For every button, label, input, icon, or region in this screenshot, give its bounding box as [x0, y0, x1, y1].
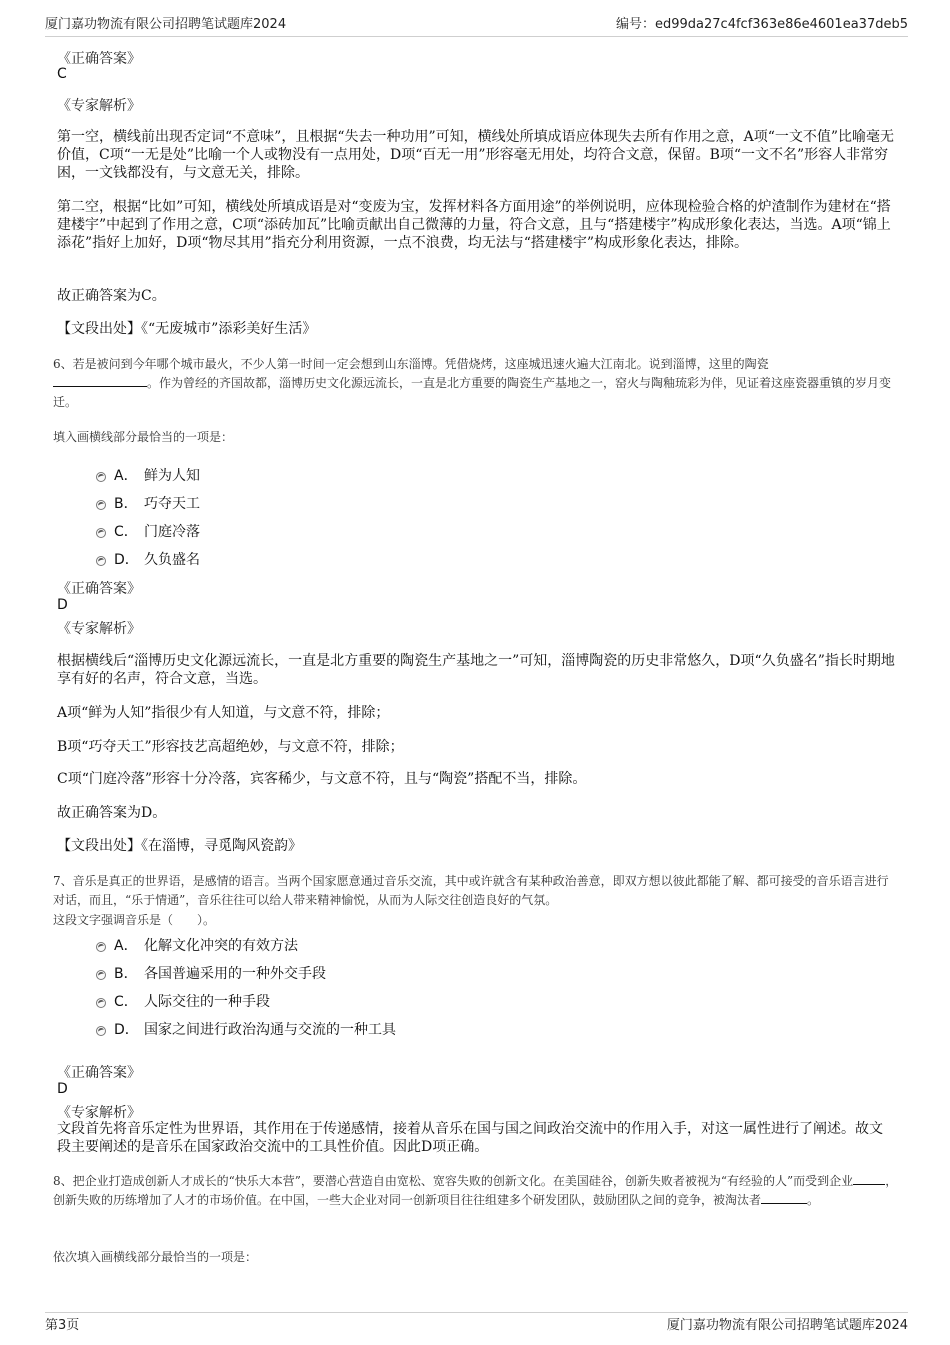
q6-option-d[interactable]: [96, 549, 200, 569]
radio-icon[interactable]: [96, 556, 106, 566]
q5-analysis-p2: 第二空，根据“比如”可知，横线处所填成语是对“变废为宝，发挥材料各方面用途”的举例说明，应体现检验合格的炉渣制作为建材在“搭建楼宇”中起到了作用之意，C项“添砖加瓦”比喻贡献出自己微薄的力量，符合文意，且与“搭建楼宇”构成形象化表达，当选。A项“锦上添花”指好上加好，D项“物尽其用”指充分利用资源，一点不浪费，均无法与“搭建楼宇”构成形象化表达，排除。: [57, 199, 891, 251]
radio-icon[interactable]: [96, 1026, 106, 1036]
q6-stem-a: 6、若是被问到今年哪个城市最火，不少人第一时间一定会想到山东淄博。凭借烧烤，这座城迅速火遍大江南北。说到淄博，这里的陶瓷: [53, 357, 769, 371]
option-text: 鲜为人知: [144, 468, 200, 484]
q7-option-c[interactable]: [96, 991, 270, 1011]
q7-analysis-p1: 文段首先将音乐定性为世界语，其作用在于传递感情，接着从音乐在国与国之间政治交流中的作用入手，对这一属性进行了阐述。故文段主要阐述的是音乐在国家政治交流中的工具性价值。因此D项正确。: [57, 1121, 883, 1155]
option-letter: D．: [114, 552, 139, 568]
option-text: 久负盛名: [144, 552, 200, 568]
q6-answer: D: [57, 597, 68, 613]
option-letter: A．: [114, 468, 138, 484]
q6-stem: [53, 355, 898, 412]
q6-analysis-p4: C项“门庭冷落”形容十分冷落，宾客稀少，与文意不符，且与“陶瓷”搭配不当，排除。: [57, 771, 587, 787]
option-text: 人际交往的一种手段: [144, 994, 270, 1010]
q5-analysis-label: 《专家解析》: [57, 98, 141, 114]
q6-option-c[interactable]: [96, 521, 200, 541]
q5-analysis-p3: 故正确答案为C。: [57, 288, 166, 304]
q7-option-d[interactable]: [96, 1019, 396, 1039]
q5-answer-label: 《正确答案》: [57, 51, 141, 67]
option-letter: D．: [114, 1022, 139, 1038]
q7-analysis-label: 《专家解析》: [57, 1105, 141, 1121]
footer-company: 厦门嘉功物流有限公司招聘笔试题库2024: [666, 1318, 908, 1333]
q6-prompt: 填入画横线部分最恰当的一项是：: [53, 430, 234, 444]
q6-answer-label: 《正确答案》: [57, 581, 141, 597]
q7-answer-label: 《正确答案》: [57, 1065, 141, 1081]
q7-option-b[interactable]: [96, 963, 326, 983]
q6-analysis-p2: A项“鲜为人知”指很少有人知道，与文意不符，排除；: [57, 705, 390, 721]
radio-icon[interactable]: [96, 500, 106, 510]
q6-analysis-p3: B项“巧夺天工”形容技艺高超绝妙，与文意不符，排除；: [57, 739, 404, 755]
option-letter: B．: [114, 966, 138, 982]
q6-blank: [53, 374, 147, 387]
q6-option-b[interactable]: [96, 493, 200, 513]
option-letter: C．: [114, 994, 138, 1010]
q8-stem-c: 。: [807, 1193, 820, 1207]
option-text: 各国普遍采用的一种外交手段: [144, 966, 326, 982]
option-letter: C．: [114, 524, 138, 540]
q7-stem: 7、音乐是真正的世界语，是感情的语言。当两个国家愿意通过音乐交流，其中或许就含有某种政治善意，即双方想以彼此都能了解、都可接受的音乐语言进行对话，而且，“乐于情通”，音乐往往可以给人带来精神愉悦，从而为人际交往创造良好的气氛。: [53, 874, 889, 907]
option-letter: A．: [114, 938, 138, 954]
q5-source: 【文段出处】《“无废城市”添彩美好生活》: [57, 321, 317, 337]
header-company: 厦门嘉功物流有限公司招聘笔试题库2024: [45, 17, 287, 32]
header-code: 编号：ed99da27c4fcf363e86e4601ea37deb5: [616, 17, 908, 32]
q7-option-a[interactable]: [96, 935, 298, 955]
footer-page-number: 第3页: [45, 1318, 80, 1333]
q6-source: 【文段出处】《在淄博，寻觅陶风瓷韵》: [57, 838, 302, 854]
q6-option-a[interactable]: [96, 465, 200, 485]
q8-blank-1: [853, 1172, 885, 1185]
radio-icon[interactable]: [96, 942, 106, 952]
option-text: 国家之间进行政治沟通与交流的一种工具: [144, 1022, 396, 1038]
radio-icon[interactable]: [96, 472, 106, 482]
page-footer: [45, 1314, 908, 1334]
q6-analysis-p1: 根据横线后“淄博历史文化源远流长，一直是北方重要的陶瓷生产基地之一”可知，淄博陶瓷的历史非常悠久，D项“久负盛名”指长时期地享有好的名声，符合文意，当选。: [57, 653, 895, 687]
q6-analysis-p5: 故正确答案为D。: [57, 805, 167, 821]
option-text: 门庭冷落: [144, 524, 200, 540]
radio-icon[interactable]: [96, 528, 106, 538]
q7-answer: D: [57, 1081, 68, 1097]
q6-analysis-label: 《专家解析》: [57, 621, 141, 637]
q8-stem-a: 8、把企业打造成创新人才成长的“快乐大本营”，要潜心营造自由宽松、宽容失败的创新文化。在美国硅谷，创新失败者被视为“有经验的人”而受到企业: [53, 1174, 854, 1188]
q8-blank-2: [761, 1191, 807, 1204]
q5-answer: C: [57, 66, 67, 82]
page-header: [45, 13, 908, 35]
q6-stem-b: 。作为曾经的齐国故都，淄博历史文化源远流长，一直是北方重要的陶瓷生产基地之一，窑火与陶釉琉彩为伴，见证着这座瓷器重镇的岁月变迁。: [53, 376, 892, 409]
radio-icon[interactable]: [96, 998, 106, 1008]
radio-icon[interactable]: [96, 970, 106, 980]
q8-stem-b: ，创新失败的历练增加了人才的市场价值。在中国，一些大企业对同一创新项目往往组建多个研发团队，鼓励团队之间的竞争，被淘汰者: [53, 1174, 898, 1207]
q7-prompt: 这段文字强调音乐是（ ）。: [53, 913, 216, 927]
header-divider: [45, 36, 908, 37]
footer-divider: [45, 1312, 908, 1313]
q5-analysis-p1: 第一空，横线前出现否定词“不意味”，且根据“失去一种功用”可知，横线处所填成语应体现失去所有作用之意，A项“一文不值”比喻毫无价值，C项“一无是处”比喻一个人或物没有一点用处，D项“百无一用”形容毫无用处，均符合文意，保留。B项“一文不名”形容人非常穷困，一文钱都没有，与文意无关，排除。: [57, 129, 895, 181]
q8-prompt: 依次填入画横线部分最恰当的一项是：: [53, 1250, 258, 1264]
option-letter: B．: [114, 496, 138, 512]
option-text: 巧夺天工: [144, 496, 200, 512]
q8-stem: [53, 1172, 898, 1210]
option-text: 化解文化冲突的有效方法: [144, 938, 298, 954]
